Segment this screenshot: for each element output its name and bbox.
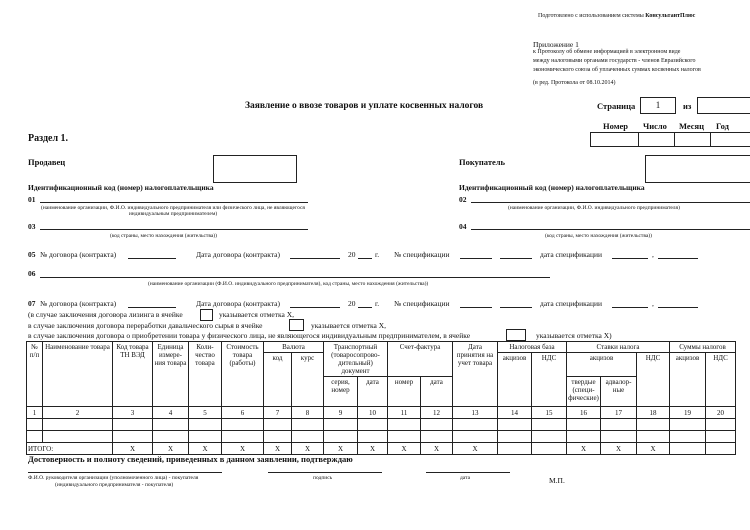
col-header-base-excise: акцизов xyxy=(498,353,532,407)
x-mark: Х xyxy=(292,443,324,455)
col-header-sums-excise: акцизов xyxy=(670,353,706,407)
signature-line[interactable] xyxy=(268,472,382,473)
line-05-spec-no-field-2[interactable] xyxy=(500,258,532,259)
line-05-year-field[interactable] xyxy=(358,258,372,259)
appendix-label: Приложение 1 xyxy=(533,40,579,49)
seller-address-caption: (код страны, место нахождения (жительства)) xyxy=(110,233,217,239)
table-row[interactable] xyxy=(27,431,736,443)
confirmation-statement: Достоверность и полноту сведений, приведенных в данном заявлении, подтверждаю xyxy=(28,454,353,464)
date-header-month: Месяц xyxy=(679,121,705,131)
doc-year-field[interactable] xyxy=(710,132,750,147)
line-05-spec-no-label: № спецификации xyxy=(394,250,450,259)
line-06-number: 06 xyxy=(28,269,36,278)
col-number: 8 xyxy=(292,407,324,419)
goods-table xyxy=(26,341,736,455)
col-number: 20 xyxy=(706,407,736,419)
col-number: 12 xyxy=(421,407,453,419)
buyer-address-caption: (код страны, место нахождения (жительства)) xyxy=(545,233,652,239)
seller-address-line[interactable] xyxy=(40,229,308,230)
col-header-currency-rate: курс xyxy=(292,353,324,407)
doc-number-field[interactable] xyxy=(590,132,640,147)
col-number: 14 xyxy=(498,407,532,419)
line-05-year-suffix: г. xyxy=(375,250,380,259)
col-number: 3 xyxy=(113,407,153,419)
col-header-transport: Транспортный (товаросопрово-дительный) документ xyxy=(324,342,388,377)
col-header-unit: Единица измере-ния товара xyxy=(153,342,189,407)
total-row xyxy=(27,443,736,455)
col-header-accept-date: Дата принятия на учет товара xyxy=(453,342,498,407)
line-05-contract-date-field[interactable] xyxy=(290,258,340,259)
x-mark: Х xyxy=(189,443,222,455)
col-header-base-vat: НДС xyxy=(532,353,567,407)
line-05-year-prefix: 20 xyxy=(348,250,356,259)
edition-note: (в ред. Протокола от 08.10.2014) xyxy=(533,80,616,86)
seller-name-line[interactable] xyxy=(40,202,308,203)
note-leasing-mark: указывается отметка Х, xyxy=(219,310,295,319)
date-header-number: Номер xyxy=(603,121,628,131)
line-07-contract-no-label: № договора (контракта) xyxy=(40,299,117,308)
buyer-label: Покупатель xyxy=(459,157,506,167)
processing-checkbox[interactable] xyxy=(289,319,304,331)
signatory-name-caption-2: (индивидуального предпринимателя - покупателя) xyxy=(55,482,174,488)
col-number: 7 xyxy=(264,407,292,419)
note-individual-mark: указывается отметка Х) xyxy=(536,331,612,340)
col-header-cost: Стоимость товара (работы) xyxy=(222,342,264,407)
line-07-year-prefix: 20 xyxy=(348,299,356,308)
col-number: 6 xyxy=(222,407,264,419)
page-number-field[interactable]: 1 xyxy=(640,97,676,114)
col-number: 19 xyxy=(670,407,706,419)
buyer-name-caption: (наименование организации, Ф.И.О. индивидуального предпринимателя) xyxy=(508,205,680,211)
x-mark: Х xyxy=(324,443,358,455)
total-sums-vat[interactable] xyxy=(706,443,736,455)
table-row[interactable] xyxy=(27,419,736,431)
col-number: 1 xyxy=(27,407,43,419)
line-06-field[interactable] xyxy=(40,277,550,278)
line-07-year-suffix: г. xyxy=(375,299,380,308)
line-07-spec-no-field[interactable] xyxy=(460,307,492,308)
col-header-invoice: Счет-фактура xyxy=(388,342,453,377)
col-number: 4 xyxy=(153,407,189,419)
col-header-tnved: Код товара ТН ВЭД xyxy=(113,342,153,407)
line-05-contract-no-label: № договора (контракта) xyxy=(40,250,117,259)
sign-date-line[interactable] xyxy=(426,472,510,473)
note-processing-mark: указывается отметка Х, xyxy=(311,321,387,330)
appendix-line-3: экономического союза об уплаченных суммах косвенных налогов xyxy=(533,67,701,73)
col-header-transport-date: дата xyxy=(358,377,388,407)
x-mark: Х xyxy=(601,443,637,455)
x-mark: Х xyxy=(567,443,601,455)
page-total-field[interactable] xyxy=(697,97,750,114)
line-05-number: 05 xyxy=(28,250,36,259)
individual-checkbox[interactable] xyxy=(506,329,526,341)
x-mark: Х xyxy=(388,443,421,455)
signatory-name-line[interactable] xyxy=(28,472,222,473)
x-mark: Х xyxy=(453,443,498,455)
buyer-id-label: Идентификационный код (номер) налогоплательщика xyxy=(459,183,645,192)
x-mark: Х xyxy=(264,443,292,455)
col-header-rates-advalorem: адвалор-ные xyxy=(601,377,637,407)
col-number: 18 xyxy=(637,407,670,419)
x-mark: Х xyxy=(421,443,453,455)
x-mark: Х xyxy=(113,443,153,455)
line-04-number: 04 xyxy=(459,222,467,231)
col-number: 2 xyxy=(43,407,113,419)
doc-day-field[interactable] xyxy=(638,132,676,147)
note-processing: в случае заключения договора переработки давальческого сырья в ячейке xyxy=(28,321,263,330)
line-07-contract-date-label: Дата договора (контракта) xyxy=(196,299,280,308)
total-sums-excise[interactable] xyxy=(670,443,706,455)
line-07-spec-date-label: дата спецификации xyxy=(540,299,602,308)
line-05-contract-date-label: Дата договора (контракта) xyxy=(196,250,280,259)
col-number: 15 xyxy=(532,407,567,419)
line-07-spec-no-label: № спецификации xyxy=(394,299,450,308)
col-number: 5 xyxy=(189,407,222,419)
date-header-day: Число xyxy=(643,121,667,131)
provider-note: Подготовлено с использованием системы КонсультантПлюс xyxy=(538,13,696,19)
x-mark: Х xyxy=(222,443,264,455)
col-header-rates-fixed: твердые (специ-фические) xyxy=(567,377,601,407)
seller-name-caption: (наименование организации, Ф.И.О. индивидуального предпринимателя или физического лица, не являющегося индивидуальным предпринимателем) xyxy=(41,205,305,217)
col-header-tax-rates: Ставки налога xyxy=(567,342,670,353)
line-07-year-field[interactable] xyxy=(358,307,372,308)
seller-id-field[interactable] xyxy=(213,155,297,183)
col-header-invoice-no: номер xyxy=(388,377,421,407)
col-number: 9 xyxy=(324,407,358,419)
col-header-tax-sums: Суммы налогов xyxy=(670,342,736,353)
date-header-year: Год xyxy=(716,121,729,131)
x-mark: Х xyxy=(358,443,388,455)
line-07-spec-no-field-2[interactable] xyxy=(500,307,532,308)
line-05-spec-date-field[interactable] xyxy=(612,258,648,259)
buyer-address-line[interactable] xyxy=(471,229,750,230)
line-07-number: 07 xyxy=(28,299,36,308)
sign-date-caption: дата xyxy=(460,475,471,481)
appendix-line-2: между налоговыми органами государств - членов Евразийского xyxy=(533,58,696,64)
total-base-vat[interactable] xyxy=(532,443,567,455)
note-individual: в случае заключения договора о приобретении товара у физического лица, не являющегося индивидуальным предпринимателем, в ячейке xyxy=(28,331,471,340)
col-header-invoice-date: дата xyxy=(421,377,453,407)
line-07-spec-date-field-2[interactable] xyxy=(658,307,698,308)
note-leasing: (в случае заключения договора лизинга в ячейке xyxy=(28,310,183,319)
stamp-placeholder: М.П. xyxy=(549,476,565,485)
line-01-number: 01 xyxy=(28,195,36,204)
col-header-name: Наименование товара xyxy=(43,342,113,407)
col-header-currency: Валюта xyxy=(264,342,324,353)
col-header-sums-vat: НДС xyxy=(706,353,736,407)
buyer-name-line[interactable] xyxy=(471,202,750,203)
line-05-spec-date-field-2[interactable] xyxy=(658,258,698,259)
col-header-series: серия, номер xyxy=(324,377,358,407)
col-header-tax-base: Налоговая база xyxy=(498,342,567,353)
col-number: 13 xyxy=(453,407,498,419)
page-of-label: из xyxy=(683,101,692,111)
appendix-line-1: к Протоколу об обмене информацией в электронном виде xyxy=(533,49,681,55)
col-header-rates-excise: акцизов xyxy=(567,353,637,377)
section-title: Раздел 1. xyxy=(28,133,69,144)
total-base-excise[interactable] xyxy=(498,443,532,455)
x-mark: Х xyxy=(637,443,670,455)
signatory-name-caption: Ф.И.О. руководителя организации (уполномоченного лица) - покупателя xyxy=(28,475,199,481)
col-number: 17 xyxy=(601,407,637,419)
form-title: Заявление о ввозе товаров и уплате косвенных налогов xyxy=(245,101,484,111)
line-07-contract-no-field[interactable] xyxy=(128,307,176,308)
line-02-number: 02 xyxy=(459,195,467,204)
line-05-spec-date-label: дата спецификации xyxy=(540,250,602,259)
x-mark: Х xyxy=(153,443,189,455)
doc-month-field[interactable] xyxy=(674,132,712,147)
col-header-no: № п/п xyxy=(27,342,43,407)
line-05-contract-no-field[interactable] xyxy=(128,258,176,259)
total-label: ИТОГО: xyxy=(27,443,113,455)
seller-id-label: Идентификационный код (номер) налогоплательщика xyxy=(28,183,214,192)
line-05-spec-no-field[interactable] xyxy=(460,258,492,259)
line-07-spec-date-field[interactable] xyxy=(612,307,648,308)
col-header-currency-code: код xyxy=(264,353,292,407)
line-07-contract-date-field[interactable] xyxy=(290,307,340,308)
col-header-rates-vat: НДС xyxy=(637,353,670,407)
col-number: 16 xyxy=(567,407,601,419)
leasing-checkbox[interactable] xyxy=(200,309,213,321)
page-label: Страница xyxy=(597,101,636,111)
col-header-qty: Коли-чество товара xyxy=(189,342,222,407)
buyer-id-field[interactable] xyxy=(645,155,750,183)
col-number: 10 xyxy=(358,407,388,419)
seller-label: Продавец xyxy=(28,157,66,167)
col-number: 11 xyxy=(388,407,421,419)
line-06-caption: (наименование организации (Ф.И.О. индивидуального предпринимателя), код страны, место нахождения (жительства)) xyxy=(148,281,429,287)
line-03-number: 03 xyxy=(28,222,36,231)
signature-caption: подпись xyxy=(313,475,333,481)
